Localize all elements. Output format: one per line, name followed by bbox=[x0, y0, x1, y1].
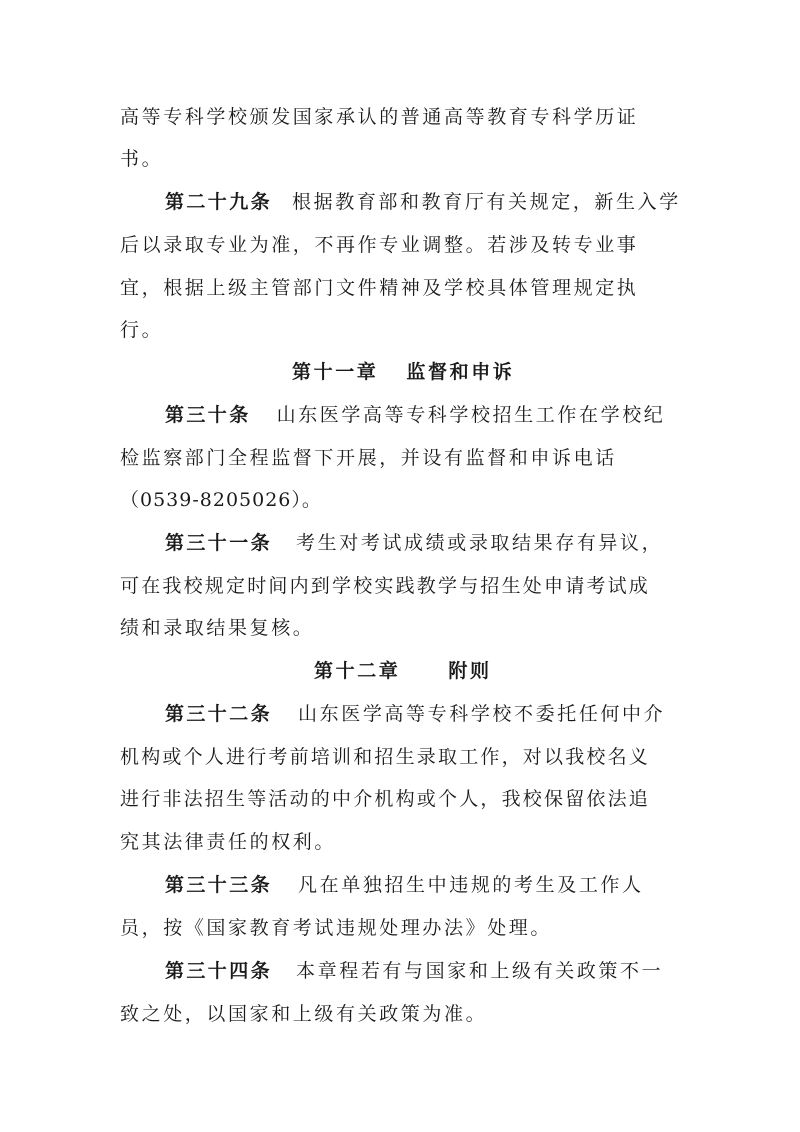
paragraph-line: 行。 bbox=[120, 319, 164, 341]
article-title: 第三十三条 bbox=[165, 874, 273, 896]
paragraph-line: 员，按《国家教育考试违规处理办法》处理。 bbox=[120, 917, 553, 939]
article-title: 第三十一条 bbox=[165, 532, 273, 554]
paragraph-line: 高等专科学校颁发国家承认的普通高等教育专科学历证 bbox=[120, 106, 639, 128]
article-text: 凡在单独招生中违规的考生及工作人 bbox=[298, 874, 644, 896]
article-title: 第二十九条 bbox=[165, 191, 273, 213]
paragraph-line: 致之处，以国家和上级有关政策为准。 bbox=[120, 1003, 488, 1025]
chapter-heading bbox=[292, 360, 514, 384]
article-text: 考生对考试成绩或录取结果存有异议， bbox=[296, 532, 664, 554]
article-title: 第三十二条 bbox=[165, 703, 273, 725]
article-text: 根据教育部和教育厅有关规定，新生入学 bbox=[292, 191, 681, 213]
article-29 bbox=[165, 190, 681, 214]
paragraph-line: 绩和录取结果复核。 bbox=[120, 617, 315, 639]
article-text: 山东医学高等专科学校招生工作在学校纪 bbox=[276, 404, 666, 426]
article-title: 第三十四条 bbox=[165, 960, 273, 982]
paragraph-line: 进行非法招生等活动的中介机构或个人，我校保留依法追 bbox=[120, 788, 651, 810]
paragraph-line: 究其法律责任的权利。 bbox=[120, 831, 337, 853]
paragraph-line: 机构或个人进行考前培训和招生录取工作，对以我校名义 bbox=[120, 746, 651, 768]
article-30 bbox=[165, 403, 665, 427]
paragraph-line: 检监察部门全程监督下开展，并设有监督和申诉电话 bbox=[120, 447, 617, 469]
paragraph-line: 书。 bbox=[120, 148, 164, 170]
chapter-name: 附则 bbox=[448, 660, 492, 682]
paragraph-line: 后以录取专业为准，不再作专业调整。若涉及转专业事 bbox=[120, 234, 639, 256]
chapter-name: 监督和申诉 bbox=[406, 361, 515, 383]
article-text: 本章程若有与国家和上级有关政策不一 bbox=[296, 960, 664, 982]
article-33 bbox=[165, 873, 644, 897]
chapter-label: 第十一章 bbox=[292, 361, 379, 383]
article-32 bbox=[165, 702, 665, 726]
article-34 bbox=[165, 959, 663, 983]
article-31 bbox=[165, 531, 663, 555]
article-text: 山东医学高等专科学校不委托任何中介 bbox=[298, 703, 666, 725]
article-title: 第三十条 bbox=[165, 404, 251, 426]
paragraph-line: 可在我校规定时间内到学校实践教学与招生处申请考试成 bbox=[120, 575, 651, 597]
chapter-label: 第十二章 bbox=[314, 660, 401, 682]
chapter-heading bbox=[314, 659, 492, 683]
paragraph-line: 宜，根据上级主管部门文件精神及学校具体管理规定执 bbox=[120, 277, 639, 299]
phone-number-line: （0539-8205026）。 bbox=[120, 489, 322, 511]
